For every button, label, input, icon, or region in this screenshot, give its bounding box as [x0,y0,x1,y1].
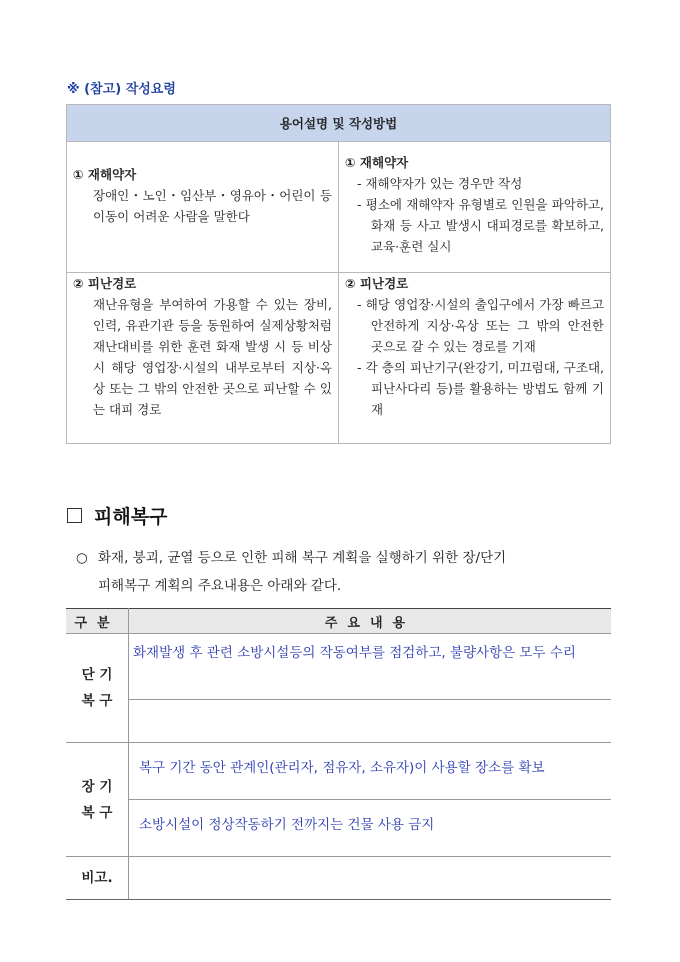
recovery-table [66,608,611,900]
intro-line-1: 화재, 붕괴, 균열 등으로 인한 피해 복구 계획을 실행하기 위한 장/단기 [98,550,507,566]
term-table-header: 용어설명 및 작성방법 [67,105,611,142]
note-label: 비고. [66,857,129,900]
short-term-item-text: 화재발생 후 관련 소방시설등의 작동여부를 점검하고, 불량사항은 모두 수리 [133,645,576,661]
term-cell-right [339,142,611,273]
method-title: ② 피난경로 [345,276,409,291]
method-title: ① 재해약자 [345,155,409,170]
long-term-label [66,743,129,857]
method-item: - 평소에 재해약자 유형별로 인원을 파악하고, 화재 등 사고 발생시 대피경로를 확보하고, 교육·훈련 실시 [357,197,604,254]
term-cell-left [67,273,339,444]
label-line: 복 구 [81,804,113,821]
term-table [66,104,611,444]
label-line: 장 기 [81,778,113,795]
label-line: 단 기 [81,667,113,683]
term-description: 재난유형을 부여하여 가용할 수 있는 장비, 인력, 유관기관 등을 동원하여 실제상황처럼 재난대비를 위한 훈련 화재 발생 시 등 비상시 해당 영업장·시설의 내부로부터 지상·옥상 또는 그 밖의 안전한 곳으로 피난할 수 있는 대피 경로 [93,297,332,417]
term-title: ② 피난경로 [73,276,137,291]
intro-paragraph [76,544,616,600]
section-heading [67,502,167,529]
short-term-label [66,634,129,743]
note-title: ※ (참고) 작성요령 [67,82,176,97]
col-header-content: 주요내용 [129,609,612,634]
short-term-item-empty [129,700,612,743]
label-line: 복 구 [81,693,113,709]
term-cell-left [67,142,339,273]
method-item: - 해당 영업장·시설의 출입구에서 가장 빠르고 안전하게 지상·옥상 또는 그 밖의 안전한 곳으로 갈 수 있는 경로를 기재 [357,297,604,354]
term-description: 장애인・노인・임산부・영유아・어린이 등 이동이 어려운 사람을 말한다 [93,188,332,224]
long-term-item: 소방시설이 정상작동하기 전까지는 건물 사용 금지 [129,800,612,857]
note-value [129,857,612,900]
method-item: - 각 층의 피난기구(완강기, 미끄럼대, 구조대, 피난사다리 등)를 활용하는 방법도 함께 기재 [357,360,604,417]
method-item: - 재해약자가 있는 경우만 작성 [357,176,523,191]
col-header-category: 구분 [66,609,129,634]
short-term-item [129,634,612,700]
intro-line-2: 피해복구 계획의 주요내용은 아래와 같다. [98,578,342,594]
section-title: 피해복구 [94,506,168,528]
long-term-item: 복구 기간 동안 관계인(관리자, 점유자, 소유자)이 사용할 장소를 확보 [129,743,612,800]
term-title: ① 재해약자 [73,167,137,182]
checkbox-icon [67,508,82,523]
term-cell-right [339,273,611,444]
circle-bullet-icon: ○ [76,550,88,566]
